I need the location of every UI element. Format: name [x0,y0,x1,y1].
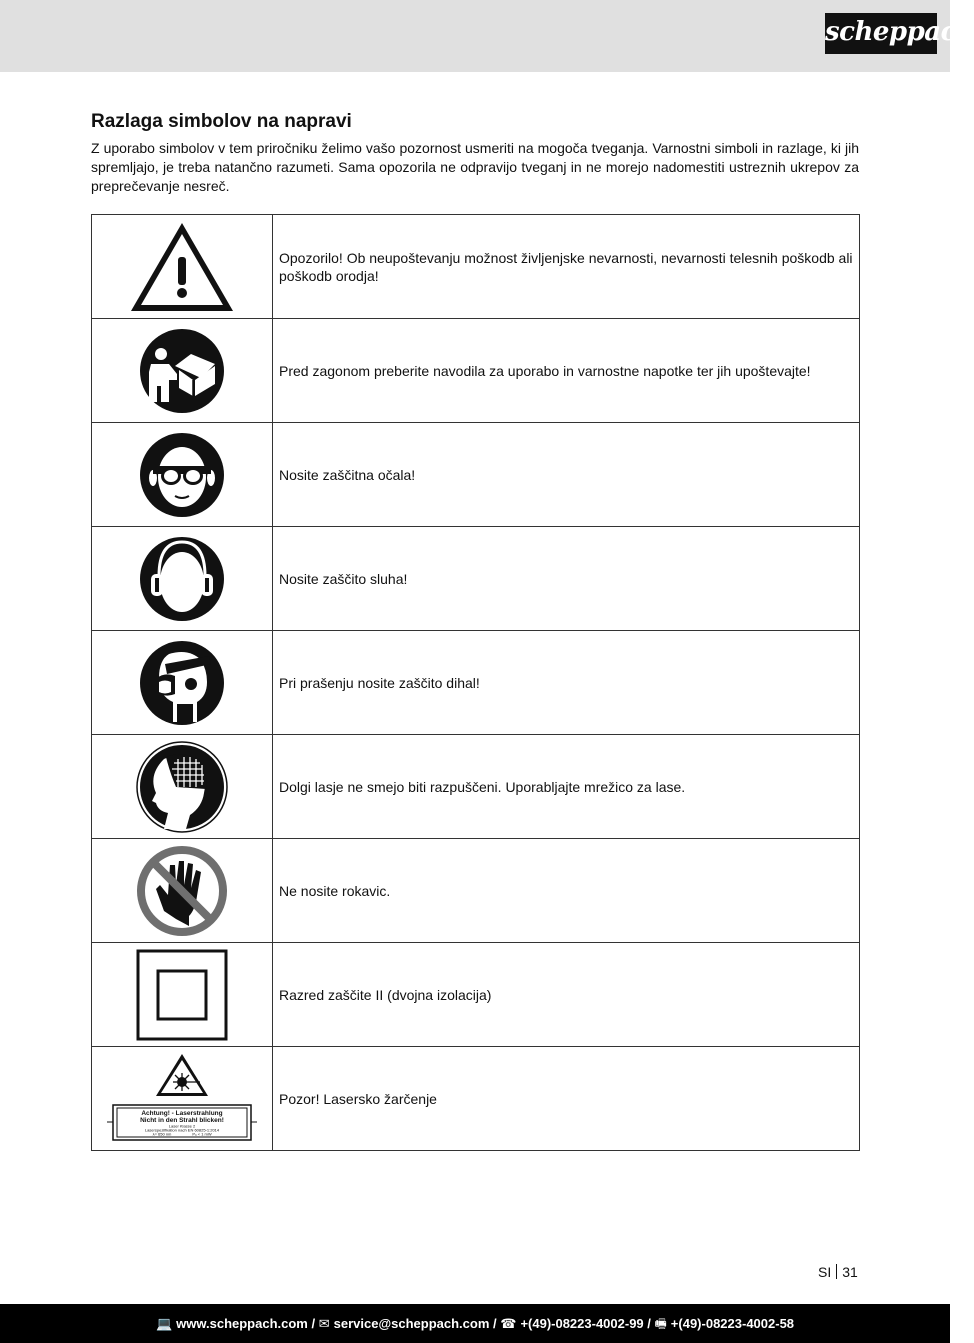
safety-goggles-icon [139,432,225,518]
symbol-description: Opozorilo! Ob neupoštevanju možnost življenjske nevarnosti, nevarnosti telesnih poškodb ali poškodb orodja! [273,215,860,319]
table-row [92,319,860,423]
table-row [92,839,860,943]
icon-cell [92,1047,273,1151]
laser-label-line-2: Nicht in den Strahl blicken! [140,1116,224,1124]
symbol-description: Pred zagonom preberite navodila za uporabo in varnostne napotke ter jih upoštevajte! [273,319,860,423]
warning-triangle-icon [129,221,235,313]
header-bar [0,0,974,72]
phone-icon: ☎ [500,1316,517,1331]
computer-icon: 💻 [155,1316,173,1331]
page-number [818,1264,858,1280]
table-row [92,1047,860,1151]
hair-net-icon [136,741,228,833]
section-title: Razlaga simbolov na napravi [91,111,352,132]
symbol-description: Ne nosite rokavic. [273,839,860,943]
footer-phone: +(49)-08223-4002-99 / [520,1316,651,1331]
laser-warning-icon [107,1052,257,1146]
footer-bar [0,1304,950,1343]
laser-label-power: P₀ < 1 mW [192,1131,212,1136]
icon-cell [92,423,273,527]
table-row [92,215,860,319]
ear-protection-icon [139,536,225,622]
icon-cell [92,527,273,631]
divider [836,1264,837,1279]
table-row [92,943,860,1047]
symbol-description: Pri prašenju nosite zaščito dihal! [273,631,860,735]
laser-label-line-4: Laserspezifikation nach EN 60825-1:2014 [144,1127,220,1132]
page-number-value: 31 [842,1264,858,1280]
symbol-description: Dolgi lasje ne smejo biti razpuščeni. Uporabljajte mrežico za lase. [273,735,860,839]
symbol-description: Nosite zaščitna očala! [273,423,860,527]
footer-email-link[interactable]: service@scheppach.com / [333,1316,497,1331]
icon-cell [92,215,273,319]
symbols-table [91,214,860,1151]
footer-fax: +(49)-08223-4002-58 [670,1316,795,1331]
intro-paragraph: Z uporabo simbolov v tem priročniku želimo vašo pozornost usmeriti na mogoča tveganja. Varnostni simboli in razlage, ki jih spremljajo, je treba natančno razumeti. Sama opozorila ne odpravijo tveganj in ne morejo nadomestiti ustreznih ukrepov za preprečevanje nesreč. [91,140,859,195]
table-row [92,735,860,839]
symbol-description: Nosite zaščito sluha! [273,527,860,631]
laser-label-line-1: Achtung! - Laserstrahlung [141,1109,223,1117]
table-row [92,631,860,735]
table-row [92,527,860,631]
laser-label-line-3: Laser Klasse 2 [168,1123,196,1128]
email-icon: ✉ [318,1316,330,1331]
footer-website-link[interactable]: www.scheppach.com / [176,1316,316,1331]
icon-cell [92,943,273,1047]
respirator-mask-icon [139,640,225,726]
icon-cell [92,319,273,423]
laser-label-wavelength: λ= 650 nm [152,1131,172,1136]
table-row [92,423,860,527]
icon-cell [92,631,273,735]
read-manual-icon [139,328,225,414]
icon-cell [92,735,273,839]
language-code: SI [818,1264,832,1280]
no-gloves-icon [136,845,228,937]
symbol-description: Razred zaščite II (dvojna izolacija) [273,943,860,1047]
symbol-description: Pozor! Lasersko žarčenje [273,1047,860,1151]
scheppach-logo: scheppach [825,13,937,54]
fax-icon: 🖷 [654,1316,667,1331]
icon-cell [92,839,273,943]
protection-class-ii-icon [136,949,228,1041]
